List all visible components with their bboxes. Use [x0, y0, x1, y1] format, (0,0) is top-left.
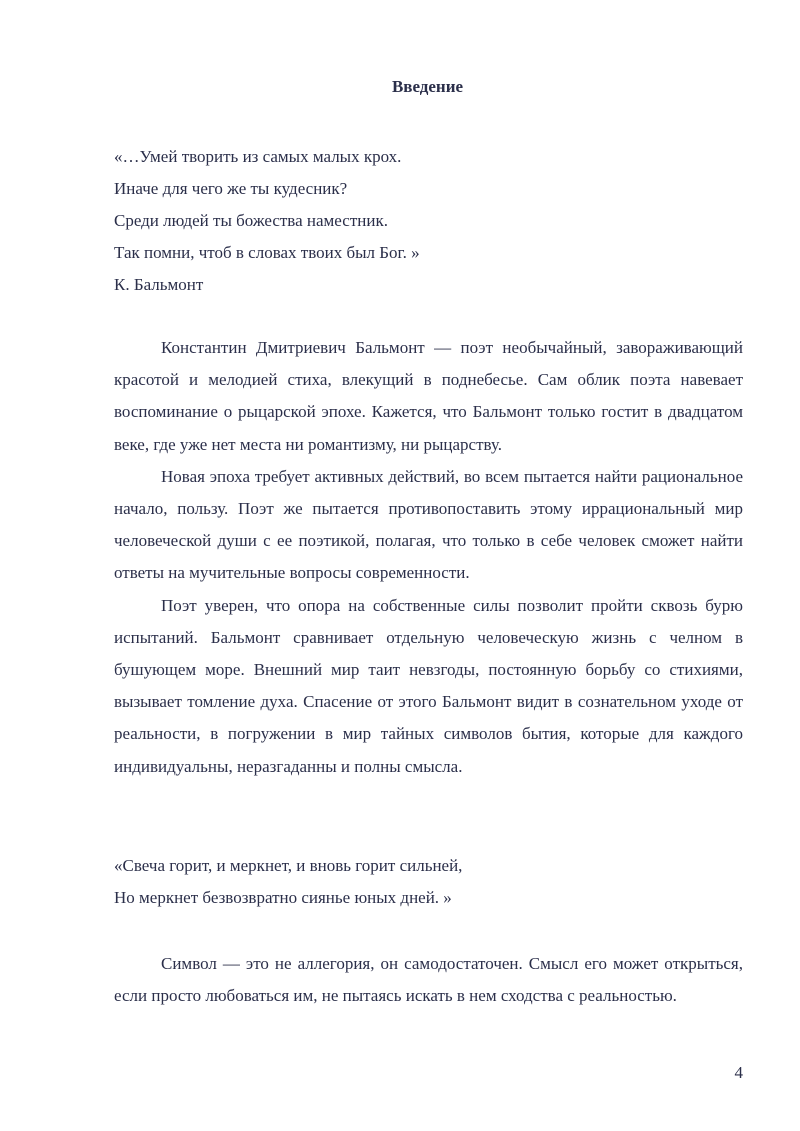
epigraph: [114, 141, 744, 301]
body-text: [114, 332, 743, 783]
epigraph-line: Иначе для чего же ты кудесник?: [114, 179, 348, 198]
verse-quote: [114, 850, 744, 914]
paragraph: Поэт уверен, что опора на собственные силы позволит пройти сквозь бурю испытаний. Бальмонт сравнивает отдельную человеческую жизнь с челном в бушующем море. Внешний мир таит невзгоды, постоянную борьбу со стихиями, вызывает томление духа. Спасение от этого Бальмонт видит в сознательном уходе от реальности, в погружении в мир тайных символов бытия, которые для каждого индивидуальны, неразгаданны и полны смысла.: [114, 595, 743, 776]
paragraph: Символ — это не аллегория, он самодостаточен. Смысл его может открыться, если просто любоваться им, не пытаясь искать в нем сходства с реальностью.: [114, 954, 743, 1006]
paragraph: Новая эпоха требует активных действий, во всем пытается найти рациональное начало, пользу. Поэт же пытается противопоставить этому иррациональный мир человеческой души с ее поэтикой, полагая, что только в себе человек сможет найти ответы на мучительные вопросы современности.: [114, 466, 743, 583]
page-title: Введение: [391, 77, 464, 96]
closing-text: [114, 948, 743, 1012]
page-number: 4: [734, 1063, 743, 1082]
epigraph-author: К. Бальмонт: [114, 275, 204, 294]
epigraph-line: Среди людей ты божества наместник.: [114, 211, 388, 230]
epigraph-line: «…Умей творить из самых малых крох.: [114, 147, 402, 166]
paragraph: Константин Дмитриевич Бальмонт — поэт необычайный, завораживающий красотой и мелодией стиха, влекущий в поднебесье. Сам облик поэта навевает воспоминание о рыцарской эпохе. Кажется, что Бальмонт только гостит в двадцатом веке, где уже нет места ни романтизму, ни рыцарству.: [114, 338, 743, 454]
epigraph-line: Так помни, чтоб в словах твоих был Бог. »: [114, 243, 420, 262]
quote-line: «Свеча горит, и меркнет, и вновь горит сильней,: [114, 856, 463, 875]
quote-line: Но меркнет безвозвратно сиянье юных дней. »: [114, 888, 452, 907]
